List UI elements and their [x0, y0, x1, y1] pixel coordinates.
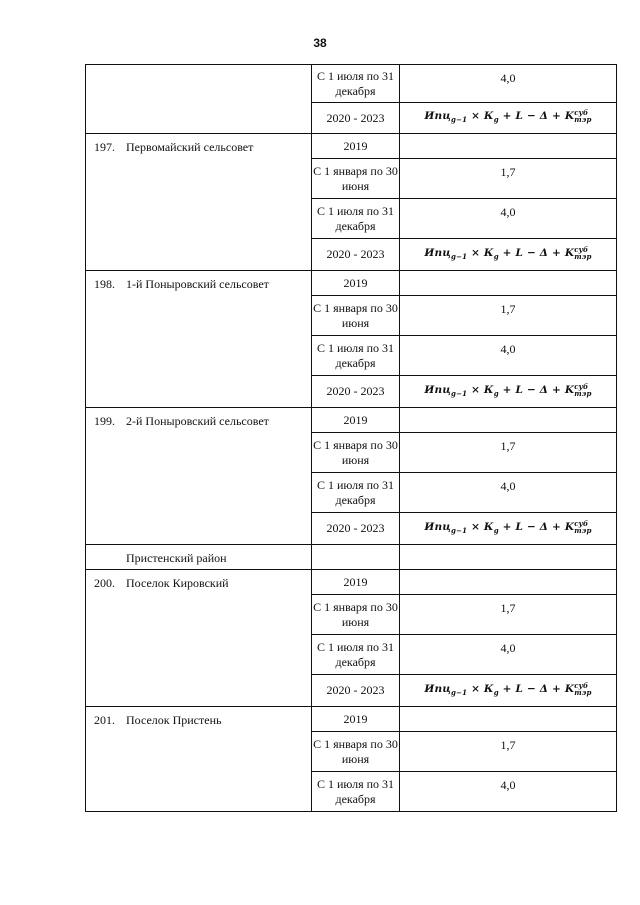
tariff-formula — [424, 108, 592, 125]
formula-sup-sub: суб — [574, 518, 589, 528]
table-row — [86, 707, 617, 732]
value-cell — [400, 570, 617, 595]
tariff-formula — [424, 680, 592, 698]
formula-sub-prev: g−1 — [450, 526, 468, 536]
value-cell: 1,7 — [400, 732, 617, 772]
row-number: 197. — [94, 140, 115, 154]
formula-sub-prev: g−1 — [450, 252, 468, 262]
formula-times: × — [471, 110, 481, 123]
formula-sub-ter: тэр — [574, 251, 592, 261]
value-cell: 1,7 — [400, 296, 617, 336]
period-cell: С 1 июля по 31 декабря — [312, 473, 400, 513]
settlement-name: Поселок Пристень — [126, 713, 222, 727]
row-number: 201. — [94, 713, 115, 727]
value-cell: 4,0 — [400, 336, 617, 376]
table-row — [86, 65, 617, 103]
value-cell — [400, 408, 617, 433]
row-number: 200. — [94, 576, 115, 590]
formula-ipc: Ипц — [424, 110, 451, 123]
period-cell: 2020 - 2023 — [312, 103, 400, 134]
value-cell: 4,0 — [400, 772, 617, 812]
value-cell — [400, 103, 617, 134]
value-cell — [400, 134, 617, 159]
period-cell: С 1 января по 30 июня — [312, 433, 400, 473]
formula-sup-sub: суб — [574, 244, 589, 254]
settlement-name: Поселок Кировский — [126, 576, 229, 590]
settlement-cell — [86, 65, 312, 134]
period-cell: 2020 - 2023 — [312, 513, 400, 545]
period-cell: С 1 июля по 31 декабря — [312, 336, 400, 376]
formula-rest: + L − Δ + K — [502, 383, 575, 396]
formula-sub-g: g — [493, 526, 499, 536]
formula-sub-g: g — [493, 688, 499, 698]
value-cell: 1,7 — [400, 433, 617, 473]
value-cell: 1,7 — [400, 159, 617, 199]
formula-sub-ter: тэр — [574, 115, 592, 125]
formula-k: К — [483, 383, 494, 396]
formula-sup-sub: суб — [574, 680, 589, 690]
settlement-cell — [86, 570, 312, 707]
period-cell: 2019 — [312, 707, 400, 732]
formula-sup-sub: суб — [574, 108, 589, 118]
formula-ipc: Ипц — [424, 246, 451, 259]
table-row — [86, 408, 617, 433]
value-cell: 4,0 — [400, 473, 617, 513]
table-row — [86, 134, 617, 159]
period-cell: С 1 января по 30 июня — [312, 595, 400, 635]
formula-sub-ter: тэр — [574, 525, 592, 535]
table-row — [86, 570, 617, 595]
value-cell — [400, 271, 617, 296]
formula-times: × — [471, 682, 481, 695]
period-cell: С 1 января по 30 июня — [312, 732, 400, 772]
period-cell: С 1 июля по 31 декабря — [312, 635, 400, 675]
settlement-name: Пристенский район — [126, 551, 227, 565]
formula-rest: + L − Δ + K — [502, 246, 575, 259]
formula-k: К — [483, 520, 494, 533]
value-cell — [400, 707, 617, 732]
value-cell: 4,0 — [400, 65, 617, 103]
formula-ipc: Ипц — [424, 383, 451, 396]
formula-times: × — [471, 520, 481, 533]
period-cell: 2019 — [312, 271, 400, 296]
formula-rest: + L − Δ + K — [502, 110, 575, 123]
value-cell: 4,0 — [400, 635, 617, 675]
formula-sub-prev: g−1 — [450, 389, 468, 399]
period-cell: С 1 января по 30 июня — [312, 296, 400, 336]
formula-rest: + L − Δ + K — [502, 520, 575, 533]
period-cell: С 1 июля по 31 декабря — [312, 772, 400, 812]
period-cell: С 1 июля по 31 декабря — [312, 199, 400, 239]
formula-k: К — [483, 682, 494, 695]
formula-sub-prev: g−1 — [450, 115, 468, 125]
row-number: 199. — [94, 414, 115, 428]
formula-times: × — [471, 383, 481, 396]
period-cell: 2020 - 2023 — [312, 376, 400, 408]
row-number: 198. — [94, 277, 115, 291]
table-row — [86, 545, 617, 570]
page-number: 38 — [313, 36, 327, 50]
formula-sup-sub: суб — [574, 381, 589, 391]
formula-sub-g: g — [493, 389, 499, 399]
value-cell — [400, 376, 617, 408]
formula-sub-g: g — [493, 252, 499, 262]
formula-sub-ter: тэр — [574, 388, 592, 398]
formula-sub-ter: тэр — [574, 687, 592, 697]
value-cell: 1,7 — [400, 595, 617, 635]
value-cell — [400, 545, 617, 570]
value-cell: 4,0 — [400, 199, 617, 239]
settlement-cell — [86, 545, 312, 570]
period-cell: 2019 — [312, 570, 400, 595]
tariff-table — [85, 64, 617, 812]
period-cell: 2019 — [312, 408, 400, 433]
period-cell: 2019 — [312, 134, 400, 159]
formula-sub-g: g — [493, 115, 499, 125]
period-cell: С 1 января по 30 июня — [312, 159, 400, 199]
tariff-formula — [424, 518, 592, 536]
formula-sub-prev: g−1 — [450, 688, 468, 698]
settlement-cell — [86, 408, 312, 545]
settlement-name: 2-й Поныровский сельсовет — [126, 414, 269, 428]
period-cell: 2020 - 2023 — [312, 675, 400, 707]
settlement-cell — [86, 707, 312, 812]
value-cell — [400, 239, 617, 271]
tariff-formula — [424, 381, 592, 399]
settlement-cell — [86, 271, 312, 408]
settlement-cell — [86, 134, 312, 271]
period-cell: С 1 июля по 31 декабря — [312, 65, 400, 103]
formula-k: К — [483, 110, 494, 123]
value-cell — [400, 675, 617, 707]
value-cell — [400, 513, 617, 545]
formula-ipc: Ипц — [424, 520, 451, 533]
formula-rest: + L − Δ + K — [502, 682, 575, 695]
tariff-formula — [424, 244, 592, 262]
period-cell: 2020 - 2023 — [312, 239, 400, 271]
formula-times: × — [471, 246, 481, 259]
table-row — [86, 271, 617, 296]
period-cell — [312, 545, 400, 570]
settlement-name: Первомайский сельсовет — [126, 140, 254, 154]
settlement-name: 1-й Поныровский сельсовет — [126, 277, 269, 291]
formula-ipc: Ипц — [424, 682, 451, 695]
formula-k: К — [483, 246, 494, 259]
